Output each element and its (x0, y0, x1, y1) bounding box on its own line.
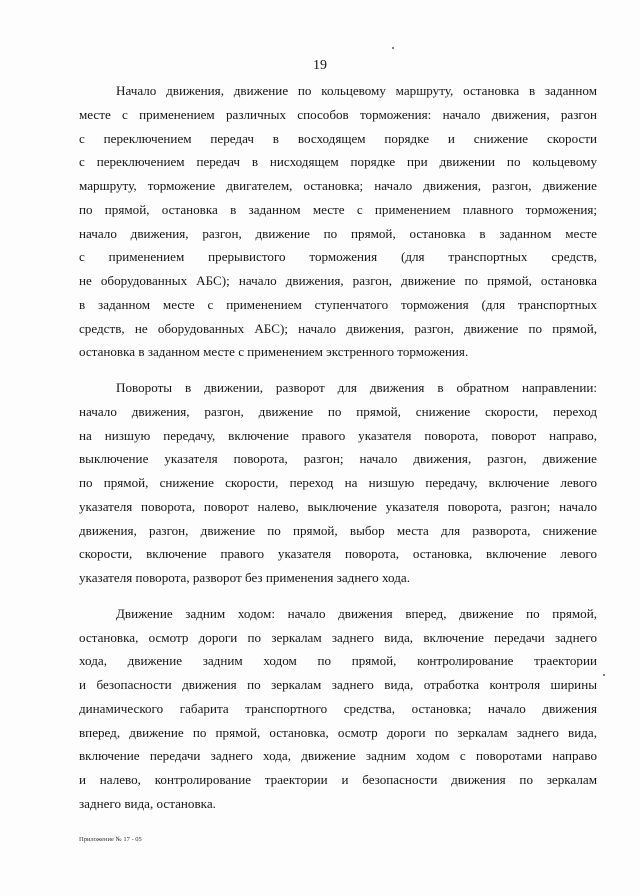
text-line: скорости, включение правого указателя поворота, остановка, включение левого (79, 546, 597, 562)
footer-note: Приложение № 17 - 05 (79, 836, 142, 843)
page-number: 19 (313, 58, 327, 73)
text-line: с применением прерывистого торможения (для транспортных средств, (79, 249, 597, 265)
text-line: не оборудованных АБС); начало движения, разгон, движение по прямой, остановка (79, 273, 597, 288)
text-line: динамического габарита транспортного средства, остановка; начало движения (79, 700, 597, 716)
text-line: начало движения, разгон, движение по прямой, снижение скорости, переход (79, 403, 597, 419)
paragraph-turns-and-u-turn (79, 376, 597, 590)
text-line: в заданном месте с применением ступенчатого торможения (для транспортных (79, 296, 597, 312)
text-line: вперед, движение по прямой, остановка, осмотр дороги по зеркалам заднего вида, (79, 724, 597, 740)
text-line: указателя поворота, поворот налево, выключение указателя поворота, разгон; начало (79, 498, 597, 514)
text-line: включение передачи заднего хода, движение задним ходом с поворотами направо (79, 748, 597, 764)
scan-speck (392, 47, 394, 49)
text-line: маршруту, торможение двигателем, остановка; начало движения, разгон, движение (79, 178, 597, 193)
text-line: заднего вида, остановка. (79, 795, 216, 811)
text-line: и безопасности движения по зеркалам заднего вида, отработка контроля ширины (79, 677, 597, 692)
text-line: начало движения, разгон, движение по прямой, остановка в заданном месте (79, 225, 597, 241)
paragraph-reversing (79, 602, 597, 816)
text-line: на низшую передачу, включение правого указателя поворота, поворот направо, (79, 427, 597, 443)
text-line: месте с применением различных способов торможения: начало движения, разгон (79, 106, 597, 122)
scan-speck (603, 674, 605, 676)
text-line: и налево, контролирование траектории и безопасности движения по зеркалам (79, 772, 597, 787)
text-line: выключение указателя поворота, разгон; начало движения, разгон, движение (79, 451, 597, 467)
paragraph-braking-exercises (79, 79, 597, 364)
text-line: указателя поворота, разворот без применения заднего хода. (79, 570, 410, 585)
text-line: Повороты в движении, разворот для движения в обратном направлении: (116, 380, 597, 395)
text-line: Движение задним ходом: начало движения вперед, движение по прямой, (116, 605, 597, 621)
text-line: средств, не оборудованных АБС); начало движения, разгон, движение по прямой, (79, 320, 597, 336)
text-line: с переключением передач в восходящем порядке и снижение скорости (79, 130, 597, 146)
text-line: по прямой, остановка в заданном месте с применением плавного торможения; (79, 201, 597, 217)
text-line: хода, движение задним ходом по прямой, контролирование траектории (79, 653, 597, 669)
text-line: движения, разгон, движение по прямой, выбор места для разворота, снижение (79, 522, 597, 538)
text-line: по прямой, снижение скорости, переход на низшую передачу, включение левого (79, 475, 597, 490)
text-line: Начало движения, движение по кольцевому маршруту, остановка в заданном (116, 83, 597, 98)
body-text (79, 79, 597, 828)
text-line: остановка, осмотр дороги по зеркалам заднего вида, включение передачи заднего (79, 629, 597, 645)
text-line: с переключением передач в нисходящем порядке при движении по кольцевому (79, 154, 597, 170)
text-line: остановка в заданном месте с применением экстренного торможения. (79, 344, 469, 360)
